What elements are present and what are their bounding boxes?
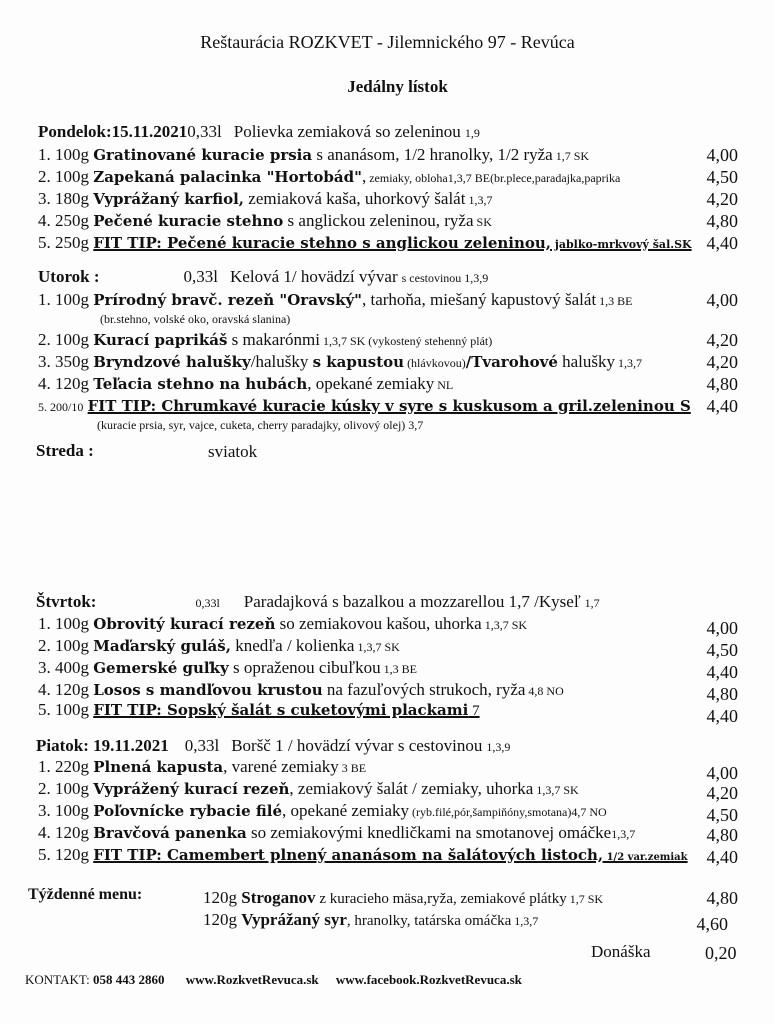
- day-label: Utorok :: [38, 267, 100, 286]
- item-name-2: s kapustou: [312, 353, 405, 371]
- item-price: 4,80: [706, 825, 738, 845]
- item-allergens: 1,3,7 SK: [354, 640, 400, 654]
- item-name: Vyprážaný syr: [241, 910, 347, 929]
- item-allergens: 1/2 var.zemiak: [603, 852, 688, 863]
- restaurant-header: Reštaurácia ROZKVET - Jilemnického 97 - Revúca: [200, 32, 575, 52]
- menu-item: [38, 145, 738, 167]
- item-number: 1. 100g: [38, 614, 89, 633]
- item-price: 4,80: [706, 211, 738, 231]
- delivery-price: 0,20: [705, 943, 737, 963]
- item-name: Zapekaná palacinka "Hortobád": [93, 168, 362, 186]
- delivery-label: Donáška: [591, 942, 651, 961]
- item-desc: , hranolky, tatárska omáčka: [346, 913, 512, 929]
- item-name: Bryndzové halušky: [93, 353, 251, 371]
- item-number: 2. 100g: [38, 636, 89, 655]
- item-number: 4. 120g: [38, 680, 89, 699]
- soup-allergens: 1,9: [464, 126, 480, 140]
- item-number: 5. 200/10: [38, 400, 84, 414]
- item-name: Teľacia stehno na hubách: [93, 375, 308, 393]
- item-number: 4. 120g: [38, 374, 89, 393]
- item-price: 4,00: [706, 618, 738, 638]
- item-name: Obrovitý kurací rezeň: [93, 615, 276, 633]
- item-number: 1. 220g: [38, 757, 89, 776]
- item-price: 4,50: [706, 167, 738, 187]
- menu-item-fit-tip: [38, 396, 738, 418]
- contact-label: KONTAKT:: [25, 972, 90, 987]
- item-name: Pečené kuracie stehno: [93, 212, 284, 230]
- soup-allergens: s cestovinou 1,3,9: [401, 271, 489, 285]
- item-price: 4,00: [706, 763, 738, 783]
- weekly-item: [203, 910, 728, 932]
- item-number: 2. 100g: [38, 330, 89, 349]
- soup-qty: 0,33l: [183, 267, 219, 286]
- item-price: 4,00: [706, 145, 738, 165]
- item-allergens: 1,3,7: [511, 914, 539, 928]
- menu-item-fit-tip: [38, 233, 738, 255]
- menu-item: [38, 330, 738, 352]
- item-name: Prírodný bravč. rezeň "Oravský": [93, 291, 362, 309]
- soup-qty: 0,33l: [195, 596, 220, 610]
- day-wednesday-label: Streda :: [36, 441, 94, 460]
- item-desc: s makarónmi: [227, 330, 320, 349]
- soup-qty: 0,33l: [184, 736, 220, 755]
- item-price: 4,40: [704, 847, 739, 868]
- item-name: Maďarský guláš,: [93, 637, 231, 655]
- item-price: 4,50: [706, 805, 738, 825]
- item-allergens: SK: [473, 215, 492, 229]
- soup-allergens: 1,7: [584, 596, 600, 610]
- item-note: (br.stehno, volské oko, oravská slanina): [100, 312, 291, 326]
- item-allergens: 1,7 SK: [566, 892, 604, 906]
- item-allergens: 1,3 BE: [380, 662, 417, 676]
- menu-item-fit-tip: [38, 845, 738, 867]
- item-desc: so zemiakovými knedličkami na smotanovej omáčke: [246, 823, 612, 842]
- item-price: 4,40: [703, 396, 739, 417]
- item-name: FIT TIP: Chrumkavé kuracie kúsky v syre s kuskusom a gril.zeleninou S: [87, 397, 691, 415]
- item-price: 4,20: [706, 189, 738, 209]
- item-name: FIT TIP: Sopský šalát s cuketovými plackami: [93, 701, 469, 719]
- item-number: 3. 350g: [38, 352, 89, 371]
- item-price: 4,50: [706, 640, 738, 660]
- day-label: Pondelok:15.11.2021: [38, 122, 188, 141]
- item-allergens: 7: [468, 703, 480, 719]
- item-price: 4,40: [706, 233, 738, 253]
- day-monday-header: [38, 122, 480, 142]
- item-number: 5. 250g: [38, 233, 89, 252]
- item-desc: , opekané zemiaky: [282, 801, 409, 820]
- item-desc-2: halušky: [557, 352, 616, 371]
- soup-name: Polievka zemiaková so zeleninou: [233, 122, 461, 141]
- item-desc: zemiaková kaša, uhorkový šalát: [244, 189, 466, 208]
- item-number: 1. 100g: [38, 145, 89, 164]
- menu-item: [38, 352, 738, 374]
- item-allergens: 1,3,7 SK: [533, 783, 579, 797]
- menu-item: [38, 189, 738, 211]
- item-price: 4,40: [706, 706, 738, 726]
- item-allergens: (hlávkovou): [404, 356, 466, 370]
- item-name: Kurací paprikáš: [93, 331, 228, 349]
- menu-item: [38, 779, 738, 801]
- item-number: 2. 100g: [38, 167, 89, 186]
- item-price: 4,60: [696, 914, 728, 934]
- item-allergens: 1,3 BE: [596, 294, 633, 308]
- weekly-item: [203, 888, 738, 910]
- item-desc: , varené zemiaky: [223, 757, 339, 776]
- menu-item: [38, 290, 738, 312]
- menu-item: [38, 374, 738, 396]
- item-allergens: 1,3,7 SK (vykostený stehenný plát): [319, 334, 493, 348]
- soup-allergens: 1,3,9: [486, 740, 511, 754]
- item-price: 4,20: [706, 330, 738, 350]
- item-allergens: 3 BE: [338, 761, 367, 775]
- menu-item: [38, 211, 738, 233]
- item-desc: knedľa / kolienka: [230, 636, 355, 655]
- day-label: Štvrtok:: [36, 592, 97, 611]
- item-name: Vyprážený kurací rezeň: [93, 780, 290, 798]
- item-number: 5. 100g: [38, 700, 89, 719]
- item-allergens: 1,3,7 SK: [481, 618, 528, 632]
- item-price: 4,20: [706, 783, 738, 803]
- item-number: 4. 250g: [38, 211, 89, 230]
- item-desc: , opekané zemiaky: [307, 374, 435, 393]
- item-allergens: 1,3,7: [611, 827, 636, 841]
- item-number: 5. 120g: [38, 845, 89, 864]
- weekly-menu-label: Týždenné menu:: [28, 886, 143, 903]
- item-name: Poľovnícke rybacie filé: [93, 802, 283, 820]
- item-price: 4,20: [706, 352, 738, 372]
- item-name: Plnená kapusta: [93, 758, 224, 776]
- item-desc: z kuracieho mäsa,ryža, zemiakové plátky: [315, 891, 567, 907]
- item-name: Gratinované kuracie prsia: [93, 146, 313, 164]
- item-name: FIT TIP: Pečené kuracie stehno s anglickou zeleninou,: [93, 234, 552, 252]
- item-note: (kuracie prsia, syr, vajce, cuketa, cherry paradajky, olivový olej) 3,7: [97, 418, 424, 432]
- item-allergens: jablko-mrkvový šal.SK: [551, 238, 692, 251]
- item-desc: , zemiakový šalát / zemiaky, uhorka: [289, 779, 534, 798]
- item-allergens-2: 1,3,7: [615, 356, 643, 370]
- soup-name: Paradajková s bazalkou a mozzarellou 1,7 /Kyseľ: [243, 592, 581, 611]
- item-price: 4,00: [706, 290, 738, 310]
- menu-item: [38, 636, 738, 658]
- item-desc: s ananásom, 1/2 hranolky, 1/2 ryža: [312, 145, 553, 164]
- item-desc: ,: [361, 167, 367, 186]
- item-desc: s anglickou zeleninou, ryža: [283, 211, 474, 230]
- item-allergens: zemiaky, obloha1,3,7 BE(br.plece,paradajka,paprika: [366, 171, 621, 185]
- item-desc: so zemiakovou kašou, uhorka: [275, 614, 482, 633]
- holiday-text: sviatok: [208, 442, 258, 461]
- item-allergens: 1,7 SK: [552, 149, 590, 163]
- item-number: 2. 100g: [38, 779, 89, 798]
- item-name: Vyprážaný karfiol,: [93, 190, 245, 208]
- item-number: 4. 120g: [38, 823, 89, 842]
- item-allergens: (ryb.filé,pór,šampiňóny,smotana)4,7 NO: [409, 805, 607, 819]
- item-price: 4,80: [706, 374, 738, 394]
- item-name: Losos s mandľovou krustou: [93, 681, 323, 699]
- item-number: 3. 400g: [38, 658, 89, 677]
- item-allergens: 1,3,7: [465, 193, 493, 207]
- facebook-link[interactable]: www.facebook.RozkvetRevuca.sk: [335, 972, 522, 987]
- item-desc: , tarhoňa, miešaný kapustový šalát: [362, 290, 597, 309]
- soup-name: Kelová 1/ hovädzí vývar: [230, 267, 398, 286]
- item-desc: na fazuľových strukoch, ryža: [322, 680, 526, 699]
- item-name-3: /Tvarohové: [465, 353, 558, 371]
- menu-item: [38, 801, 738, 823]
- item-allergens: NL: [434, 378, 454, 392]
- menu-item: [38, 658, 738, 680]
- website-link[interactable]: www.RozkvetRevuca.sk: [185, 972, 319, 987]
- day-label: Piatok: 19.11.2021: [36, 736, 169, 755]
- item-qty: 120g: [203, 910, 237, 929]
- item-number: 3. 100g: [38, 801, 89, 820]
- item-number: 1. 100g: [38, 290, 89, 309]
- menu-item: [38, 680, 738, 702]
- item-number: 3. 180g: [38, 189, 89, 208]
- item-name: Stroganov: [241, 888, 316, 907]
- item-name: Bravčová panenka: [93, 824, 247, 842]
- item-name: FIT TIP: Camembert plnený ananásom na šalátových listoch,: [93, 846, 604, 864]
- item-allergens: 4,8 NO: [525, 684, 564, 698]
- item-qty: 120g: [203, 888, 237, 907]
- footer-contact: [25, 972, 522, 988]
- soup-qty: 0,33l: [187, 122, 222, 141]
- menu-item: [38, 167, 738, 189]
- item-name: Gemerské guľky: [93, 659, 229, 677]
- day-thursday-header: [36, 592, 600, 612]
- menu-item: [38, 757, 738, 783]
- item-desc: /halušky: [250, 352, 313, 371]
- soup-name: Boršč 1 / hovädzí vývar s cestovinou: [231, 736, 483, 755]
- day-friday-header: [36, 736, 510, 756]
- item-price: 4,40: [706, 662, 738, 682]
- item-desc: s opraženou cibuľkou: [228, 658, 381, 677]
- day-tuesday-header: [38, 267, 488, 287]
- menu-item: [38, 823, 738, 845]
- contact-phone: 058 443 2860: [93, 972, 165, 987]
- menu-item-fit-tip: [38, 700, 738, 726]
- item-price: 4,80: [706, 684, 738, 704]
- menu-title: Jedálny lístok: [347, 77, 448, 96]
- menu-item: [38, 614, 738, 636]
- item-price: 4,80: [706, 888, 738, 908]
